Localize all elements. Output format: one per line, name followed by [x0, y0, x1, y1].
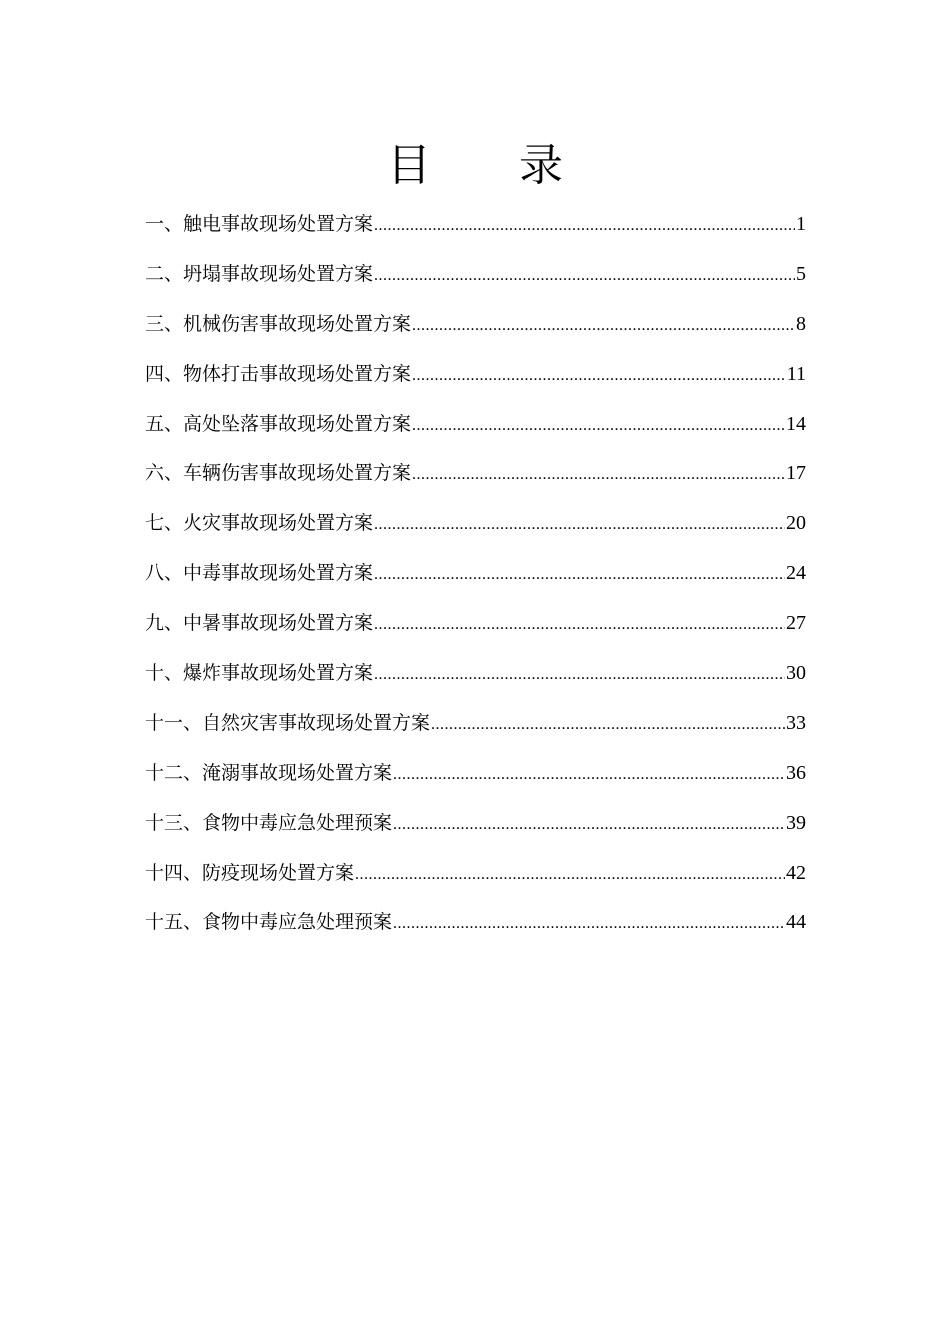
toc-entry[interactable] — [145, 649, 806, 699]
toc-entry[interactable] — [145, 799, 806, 849]
toc-leader-dots — [431, 700, 785, 750]
toc-leader-dots — [412, 351, 786, 401]
toc-entry-label: 三、机械伤害事故现场处置方案 — [145, 312, 412, 335]
toc-page-number: 36 — [786, 761, 806, 784]
toc-leader-dots — [412, 401, 785, 451]
toc-page-number: 39 — [786, 811, 806, 834]
toc-page-number: 5 — [796, 262, 806, 285]
toc-entry[interactable] — [145, 549, 806, 599]
toc-page-number: 44 — [786, 911, 806, 934]
toc-leader-dots — [393, 899, 785, 949]
toc-page-number: 24 — [786, 562, 806, 585]
toc-leader-dots — [374, 500, 785, 550]
toc-leader-dots — [393, 750, 785, 800]
toc-entry-label: 六、车辆伤害事故现场处置方案 — [145, 462, 412, 485]
toc-page-number: 42 — [786, 861, 806, 884]
toc-entry[interactable] — [145, 200, 806, 250]
toc-entry[interactable] — [145, 300, 806, 350]
toc-entry-label: 五、高处坠落事故现场处置方案 — [145, 412, 412, 435]
toc-entry-label: 八、中毒事故现场处置方案 — [145, 562, 374, 585]
toc-leader-dots — [374, 650, 785, 700]
toc-entry[interactable] — [145, 449, 806, 499]
table-of-contents — [145, 200, 806, 948]
toc-entry[interactable] — [145, 499, 806, 549]
toc-entry-label: 一、触电事故现场处置方案 — [145, 213, 374, 235]
toc-leader-dots — [374, 251, 795, 301]
toc-leader-dots — [412, 301, 795, 351]
toc-page-number: 14 — [786, 412, 806, 435]
toc-entry-label: 七、火灾事故现场处置方案 — [145, 512, 374, 535]
toc-page-number: 1 — [796, 213, 806, 235]
toc-entry[interactable] — [145, 749, 806, 799]
toc-page-number: 17 — [786, 462, 806, 485]
page-title — [0, 138, 950, 194]
toc-entry[interactable] — [145, 599, 806, 649]
toc-page-number: 8 — [796, 312, 806, 335]
toc-page-number: 11 — [786, 362, 806, 385]
toc-entry[interactable] — [145, 350, 806, 400]
toc-entry[interactable] — [145, 699, 806, 749]
toc-entry-label: 四、物体打击事故现场处置方案 — [145, 362, 412, 385]
toc-entry-label: 九、中暑事故现场处置方案 — [145, 612, 374, 635]
toc-page-number: 20 — [786, 512, 806, 535]
toc-leader-dots — [374, 550, 785, 600]
toc-entry-label: 十一、自然灾害事故现场处置方案 — [145, 711, 431, 734]
toc-entry-label: 十五、食物中毒应急处理预案 — [145, 911, 393, 934]
toc-entry-label: 十三、食物中毒应急处理预案 — [145, 811, 393, 834]
toc-entry-label: 十四、防疫现场处置方案 — [145, 861, 355, 884]
toc-page-number: 30 — [786, 662, 806, 685]
toc-entry-label: 十、爆炸事故现场处置方案 — [145, 662, 374, 685]
toc-entry-label: 十二、淹溺事故现场处置方案 — [145, 761, 393, 784]
page-title-part-2: 录 — [519, 140, 563, 191]
toc-entry[interactable] — [145, 898, 806, 948]
toc-leader-dots — [374, 600, 785, 650]
toc-leader-dots — [393, 800, 785, 850]
toc-leader-dots — [374, 201, 795, 251]
page-title-part-1: 目 — [387, 140, 431, 191]
toc-entry[interactable] — [145, 849, 806, 899]
toc-leader-dots — [355, 850, 785, 900]
toc-entry-label: 二、坍塌事故现场处置方案 — [145, 262, 374, 285]
toc-entry[interactable] — [145, 400, 806, 450]
toc-entry[interactable] — [145, 250, 806, 300]
toc-page-number: 27 — [786, 612, 806, 635]
toc-leader-dots — [412, 450, 785, 500]
toc-page-number: 33 — [786, 711, 806, 734]
